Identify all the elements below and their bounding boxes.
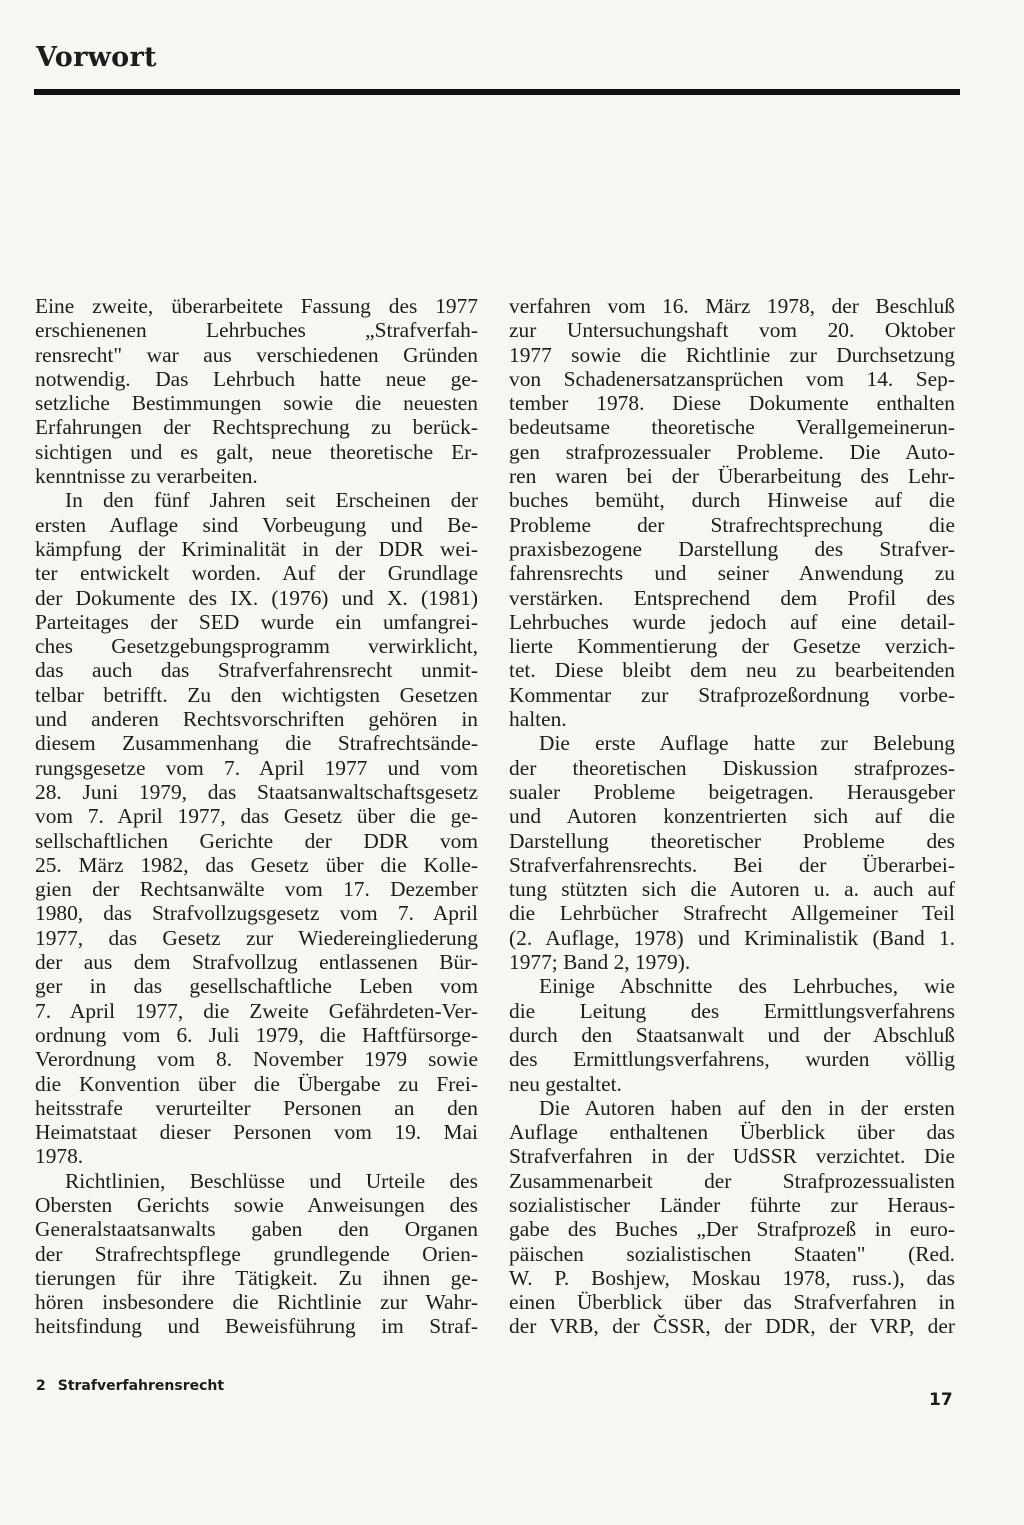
text-line: In den fünf Jahren seit Erscheinen der — [65, 488, 478, 513]
text-line: tierungen für ihre Tätigkeit. Zu ihnen ge- — [35, 1265, 478, 1290]
text-line: gen strafprozessualer Probleme. Die Auto- — [509, 439, 955, 464]
text-line: 1977; Band 2, 1979). — [509, 950, 691, 975]
text-line: Parteitages der SED wurde ein umfangrei- — [35, 609, 478, 634]
text-line: 1980, das Strafvollzugsgesetz vom 7. April — [35, 901, 478, 926]
printer-signature — [36, 1378, 224, 1394]
text-line: Einige Abschnitte des Lehrbuches, wie — [539, 974, 955, 999]
text-line: der aus dem Strafvollzug entlassenen Bür- — [35, 950, 478, 975]
text-line: tung stützten sich die Autoren u. a. auch auf — [509, 877, 955, 902]
text-line: lierte Kommentierung der Gesetze verzich- — [509, 634, 955, 659]
text-line: Erfahrungen der Rechtsprechung zu berück- — [35, 415, 478, 440]
text-line: sualer Probleme beigetragen. Herausgeber — [509, 779, 955, 804]
text-line: gabe des Buches „Der Strafprozeß in euro- — [509, 1217, 955, 1242]
text-line: die Leitung des Ermittlungsverfahrens — [509, 998, 955, 1023]
text-line: Darstellung theoretischer Probleme des — [509, 828, 955, 853]
text-line: Probleme der Strafrechtsprechung die — [509, 512, 955, 537]
text-line: ordnung vom 6. Juli 1979, die Haftfürsorge- — [35, 1022, 478, 1047]
text-line: ter entwickelt worden. Auf der Grundlage — [35, 561, 478, 586]
text-line: von Schadenersatzansprüchen vom 14. Sep- — [509, 366, 955, 391]
left-text-column — [35, 294, 478, 1339]
text-line: Strafverfahren in der UdSSR verzichtet. Die — [509, 1144, 955, 1169]
text-line: verstärken. Entsprechend dem Profil des — [509, 585, 955, 610]
text-line: päischen sozialistischen Staaten" (Red. — [509, 1241, 955, 1266]
text-line: einen Überblick über das Strafverfahren in — [509, 1290, 955, 1315]
text-line: fahrensrechts und seiner Anwendung zu — [509, 561, 955, 586]
text-line: sichtigen und es galt, neue theoretische Er- — [35, 439, 478, 464]
text-line: Verordnung vom 8. November 1979 sowie — [35, 1047, 478, 1072]
text-line: 25. März 1982, das Gesetz über die Kolle- — [35, 852, 478, 877]
text-line: gien der Rechtsanwälte vom 17. Dezember — [35, 877, 478, 902]
text-line: halten. — [509, 707, 567, 732]
text-line: buches bemüht, durch Hinweise auf die — [509, 488, 955, 513]
text-line: (2. Auflage, 1978) und Kriminalistik (Band 1. — [509, 925, 955, 950]
text-line: der Strafrechtspflege grundlegende Orien- — [35, 1241, 478, 1266]
text-line: 7. April 1977, die Zweite Gefährdeten-Ver- — [35, 998, 478, 1023]
text-line: heitsfindung und Beweisführung im Straf- — [35, 1314, 478, 1339]
text-line: die Konvention über die Übergabe zu Frei- — [35, 1071, 478, 1096]
text-line: Generalstaatsanwalts gaben den Organen — [35, 1217, 478, 1242]
text-line: ren waren bei der Überarbeitung des Lehr- — [509, 464, 955, 489]
text-line: des Ermittlungsverfahrens, wurden völlig — [509, 1047, 955, 1072]
text-line: Die Autoren haben auf den in der ersten — [539, 1095, 955, 1120]
text-line: der theoretischen Diskussion strafprozes- — [509, 755, 955, 780]
text-line: durch den Staatsanwalt und der Abschluß — [509, 1022, 955, 1047]
text-line: 1978. — [35, 1144, 84, 1169]
right-text-column — [509, 294, 955, 1339]
text-line: kenntnisse zu verarbeiten. — [35, 464, 258, 489]
text-line: diesem Zusammenhang die Strafrechtsände- — [35, 731, 478, 756]
text-line: 1977 sowie die Richtlinie zur Durchsetzung — [509, 342, 955, 367]
text-line: sellschaftlichen Gerichte der DDR vom — [35, 828, 478, 853]
text-line: und anderen Rechtsvorschriften gehören in — [35, 707, 478, 732]
text-line: bedeutsame theoretische Verallgemeinerun- — [509, 415, 955, 440]
text-line: hören insbesondere die Richtlinie zur Wahr- — [35, 1290, 478, 1315]
text-line: 28. Juni 1979, das Staatsanwaltschaftsgesetz — [35, 779, 478, 804]
text-line: Eine zweite, überarbeitete Fassung des 1977 — [35, 294, 478, 318]
page-number: 17 — [929, 1390, 953, 1410]
text-line: der VRB, der ČSSR, der DDR, der VRP, der — [509, 1314, 955, 1339]
text-line: vom 7. April 1977, das Gesetz über die ge- — [35, 804, 478, 829]
text-line: kämpfung der Kriminalität in der DDR wei- — [35, 536, 478, 561]
text-line: ger in das gesellschaftliche Leben vom — [35, 974, 478, 999]
text-line: die Lehrbücher Strafrecht Allgemeiner Teil — [509, 901, 955, 926]
text-line: tet. Diese bleibt dem neu zu bearbeitenden — [509, 658, 955, 683]
text-line: rensrecht" war aus verschiedenen Gründen — [35, 342, 478, 367]
text-line: und Autoren konzentrierten sich auf die — [509, 804, 955, 829]
text-line: rungsgesetze vom 7. April 1977 und vom — [35, 755, 478, 780]
text-line: heitsstrafe verurteilter Personen an den — [35, 1095, 478, 1120]
text-line: zur Untersuchungshaft vom 20. Oktober — [509, 318, 955, 343]
text-line: praxisbezogene Darstellung des Strafver- — [509, 536, 955, 561]
text-line: notwendig. Das Lehrbuch hatte neue ge- — [35, 366, 478, 391]
text-line: ches Gesetzgebungsprogramm verwirklicht, — [35, 634, 478, 659]
text-line: Richtlinien, Beschlüsse und Urteile des — [65, 1168, 478, 1193]
text-line: Auflage enthaltenen Überblick über das — [509, 1120, 955, 1145]
text-line: neu gestaltet. — [509, 1071, 622, 1096]
page-heading: Vorwort — [36, 42, 157, 73]
text-line: sozialistischer Länder führte zur Heraus- — [509, 1192, 955, 1217]
text-line: Strafverfahrensrechts. Bei der Überarbei- — [509, 852, 955, 877]
text-line: ersten Auflage sind Vorbeugung und Be- — [35, 512, 478, 537]
text-line: der Dokumente des IX. (1976) und X. (1981) — [35, 585, 478, 610]
text-line: W. P. Boshjew, Moskau 1978, russ.), das — [509, 1265, 955, 1290]
text-line: setzliche Bestimmungen sowie die neuesten — [35, 391, 478, 416]
text-line: verfahren vom 16. März 1978, der Beschluß — [509, 294, 955, 318]
text-line: Zusammenarbeit der Strafprozessualisten — [509, 1168, 955, 1193]
text-line: das auch das Strafverfahrensrecht unmit- — [35, 658, 478, 683]
text-line: Kommentar zur Strafprozeßordnung vorbe- — [509, 682, 955, 707]
text-line: Die erste Auflage hatte zur Belebung — [539, 731, 955, 756]
signature-title: Strafverfahrensrecht — [57, 1378, 225, 1394]
text-line: 1977, das Gesetz zur Wiedereingliederung — [35, 925, 478, 950]
text-line: Heimatstaat dieser Personen vom 19. Mai — [35, 1120, 478, 1145]
text-line: Obersten Gerichts sowie Anweisungen des — [35, 1192, 478, 1217]
signature-number: 2 — [36, 1378, 46, 1394]
heading-rule — [34, 89, 960, 95]
text-line: Lehrbuches wurde jedoch auf eine detail- — [509, 609, 955, 634]
text-line: erschienenen Lehrbuches „Strafverfah- — [35, 318, 478, 343]
text-line: tember 1978. Diese Dokumente enthalten — [509, 391, 955, 416]
text-line: telbar betrifft. Zu den wichtigsten Gesetzen — [35, 682, 478, 707]
